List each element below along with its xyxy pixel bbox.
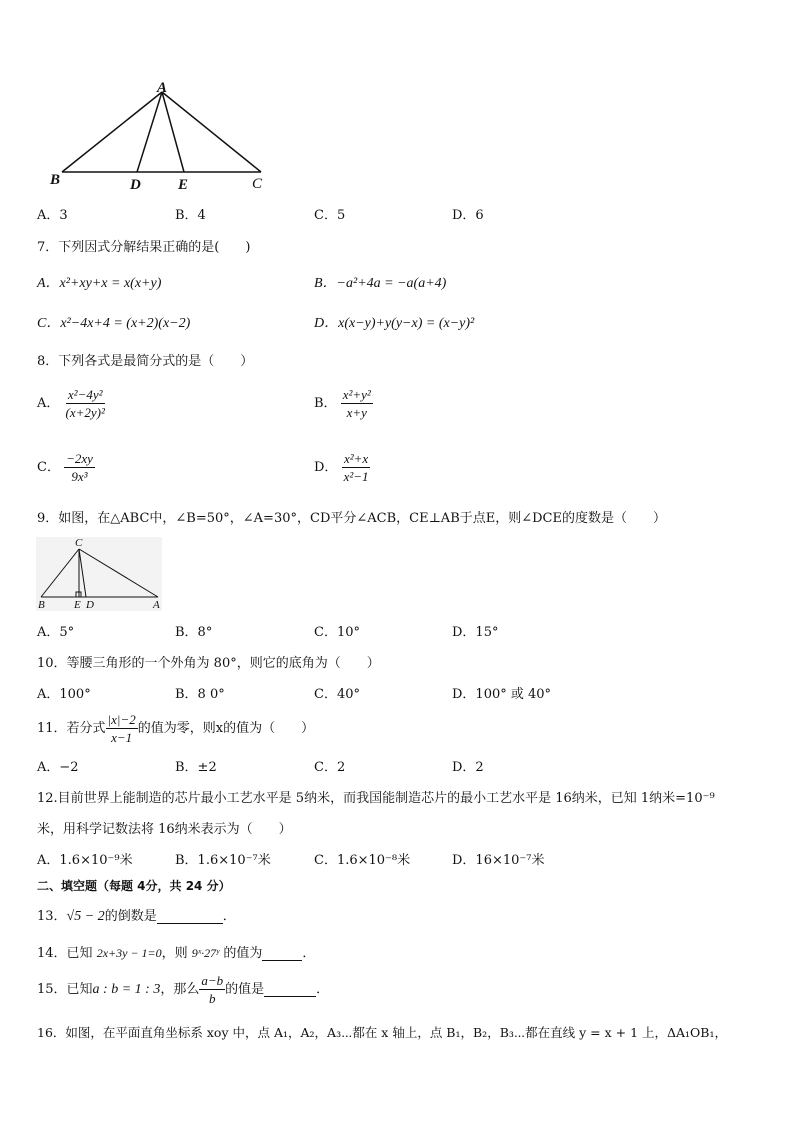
q12-line1: 12.目前世界上能制造的芯片最小工艺水平是 5纳米，而我国能制造芯片的最小工艺水平是 16纳米，已知 1纳米=10⁻⁹ bbox=[37, 791, 715, 806]
q8-c-denominator: 9x³ bbox=[71, 469, 88, 484]
q8-option-b-fraction bbox=[341, 388, 373, 419]
q9-option-b: B．8° bbox=[175, 625, 213, 640]
q8-option-d-fraction bbox=[342, 452, 371, 483]
q6-option-d: D．6 bbox=[452, 208, 484, 223]
figure2-label-e: E bbox=[74, 599, 81, 611]
q9-option-c: C．10° bbox=[314, 625, 360, 640]
q6-option-a: A．3 bbox=[37, 208, 68, 223]
figure-triangle-abc bbox=[44, 82, 274, 194]
q12-option-a: A．1.6×10⁻⁹米 bbox=[37, 853, 133, 868]
q7-option-c: C．x²−4x+4 = (x+2)(x−2) bbox=[37, 316, 191, 331]
q16-text: 16．如图，在平面直角坐标系 xoy 中，点 A₁，A₂，A₃⋯都在 x 轴上，点 B₁，B₂，B₃⋯都在直线 y = x + 1 上，ΔA₁OB₁， bbox=[37, 1025, 728, 1040]
q15-mid: ，那么 bbox=[160, 982, 200, 997]
q8-option-d-label: D． bbox=[314, 460, 338, 475]
q11-stem-post: 的值为零，则x的值为（ ） bbox=[137, 721, 315, 736]
q15-fraction bbox=[199, 974, 225, 1005]
q10-option-d: D．100° 或 40° bbox=[452, 687, 552, 702]
q11-option-a: A．−2 bbox=[37, 760, 79, 775]
q8-c-numerator: −2xy bbox=[66, 451, 93, 466]
q8-a-denominator: (x+2y)² bbox=[65, 405, 105, 420]
q15-pre: 15．已知 bbox=[37, 982, 93, 997]
q11-stem-pre: 11．若分式 bbox=[37, 721, 106, 736]
q8-option-a-fraction bbox=[64, 388, 107, 419]
q9-stem: 9．如图，在△ABC中，∠B=50°，∠A=30°，CD平分∠ACB，CE⊥AB于点E，则∠DCE的度数是（ ） bbox=[37, 511, 666, 526]
q10-option-a: A．100° bbox=[37, 687, 91, 702]
q11-option-b: B．±2 bbox=[175, 760, 217, 775]
q15-answer-blank[interactable] bbox=[264, 983, 316, 997]
q8-d-denominator: x²−1 bbox=[343, 469, 369, 484]
q14 bbox=[37, 947, 315, 961]
figure1-label-c: C bbox=[252, 176, 263, 192]
q14-mid: ，则 bbox=[161, 946, 192, 961]
q7-option-d: D．x(x−y)+y(y−x) = (x−y)² bbox=[314, 316, 475, 331]
q11-option-d: D．2 bbox=[452, 760, 484, 775]
q13-end: ． bbox=[222, 909, 236, 924]
figure2-label-b: B bbox=[38, 599, 45, 611]
q10-option-b: B．8 0° bbox=[175, 687, 225, 702]
q8-b-denominator: x+y bbox=[346, 405, 367, 420]
q8-a-numerator: x²−4y² bbox=[67, 387, 103, 402]
figure1-label-b: B bbox=[50, 172, 61, 188]
q13-pre: 13． bbox=[37, 909, 67, 924]
q15-denominator: b bbox=[208, 991, 216, 1006]
q14-post: 的值为 bbox=[219, 946, 263, 961]
q12-line2: 米，用科学记数法将 16纳米表示为（ ） bbox=[37, 822, 292, 837]
q11-numerator: |x|−2 bbox=[107, 712, 136, 727]
q6-option-b: B．4 bbox=[175, 208, 206, 223]
q13-expr: √5 − 2 bbox=[66, 909, 105, 924]
q12-option-d: D．16×10⁻⁷米 bbox=[452, 853, 545, 868]
q7-stem: 7．下列因式分解结果正确的是( ) bbox=[37, 240, 251, 255]
q12-option-c: C．1.6×10⁻⁸米 bbox=[314, 853, 411, 868]
q14-end: ． bbox=[302, 946, 316, 961]
q6-option-c: C．5 bbox=[314, 208, 346, 223]
q11-denominator: x−1 bbox=[111, 730, 133, 745]
q9-option-a: A．5° bbox=[37, 625, 75, 640]
q15-post: 的值是 bbox=[225, 982, 265, 997]
q8-stem: 8．下列各式是最简分式的是（ ） bbox=[37, 354, 254, 369]
q12-option-b: B．1.6×10⁻⁷米 bbox=[175, 853, 271, 868]
figure2-label-a: A bbox=[153, 599, 160, 611]
q11-stem bbox=[37, 713, 314, 744]
figure-triangle-q9 bbox=[36, 537, 166, 613]
q14-expr: 9ˣ·27ʸ bbox=[191, 946, 220, 960]
q10-stem: 10．等腰三角形的一个外角为 80°，则它的底角为（ ） bbox=[37, 656, 380, 671]
q14-condition: 2x+3y − 1=0 bbox=[96, 946, 162, 960]
q7-option-b: B．−a²+4a = −a(a+4) bbox=[314, 276, 447, 291]
figure2-label-d: D bbox=[86, 599, 94, 611]
figure2-label-c: C bbox=[75, 537, 83, 549]
q11-fraction bbox=[106, 713, 138, 744]
q8-b-numerator: x²+y² bbox=[342, 387, 371, 402]
q15 bbox=[37, 974, 329, 1005]
figure1-label-d: D bbox=[130, 177, 141, 193]
figure1-label-e: E bbox=[178, 177, 189, 193]
q8-option-a bbox=[37, 388, 107, 419]
q8-option-a-label: A． bbox=[37, 396, 60, 411]
q8-option-c bbox=[37, 452, 95, 483]
q13-answer-blank[interactable] bbox=[157, 910, 223, 924]
section2-title: 二、填空题（每题 4分，共 24 分） bbox=[37, 879, 231, 893]
q14-pre: 14．已知 bbox=[37, 946, 97, 961]
q9-option-d: D．15° bbox=[452, 625, 499, 640]
q15-numerator: a−b bbox=[201, 973, 224, 988]
figure1-label-a: A bbox=[157, 82, 168, 96]
q13-post: 的倒数是 bbox=[104, 909, 157, 924]
q15-ratio: a : b = 1 : 3 bbox=[92, 982, 161, 997]
q13 bbox=[37, 910, 236, 924]
q8-d-numerator: x²+x bbox=[343, 451, 369, 466]
q7-option-a: A．x²+xy+x = x(x+y) bbox=[37, 276, 162, 291]
q8-option-b bbox=[314, 388, 373, 419]
q8-option-c-label: C． bbox=[37, 460, 60, 475]
q8-option-d bbox=[314, 452, 371, 483]
q8-option-b-label: B． bbox=[314, 396, 337, 411]
q10-option-c: C．40° bbox=[314, 687, 360, 702]
q14-answer-blank[interactable] bbox=[262, 947, 302, 961]
q15-end: ． bbox=[316, 982, 330, 997]
q8-option-c-fraction bbox=[64, 452, 95, 483]
q11-option-c: C．2 bbox=[314, 760, 346, 775]
